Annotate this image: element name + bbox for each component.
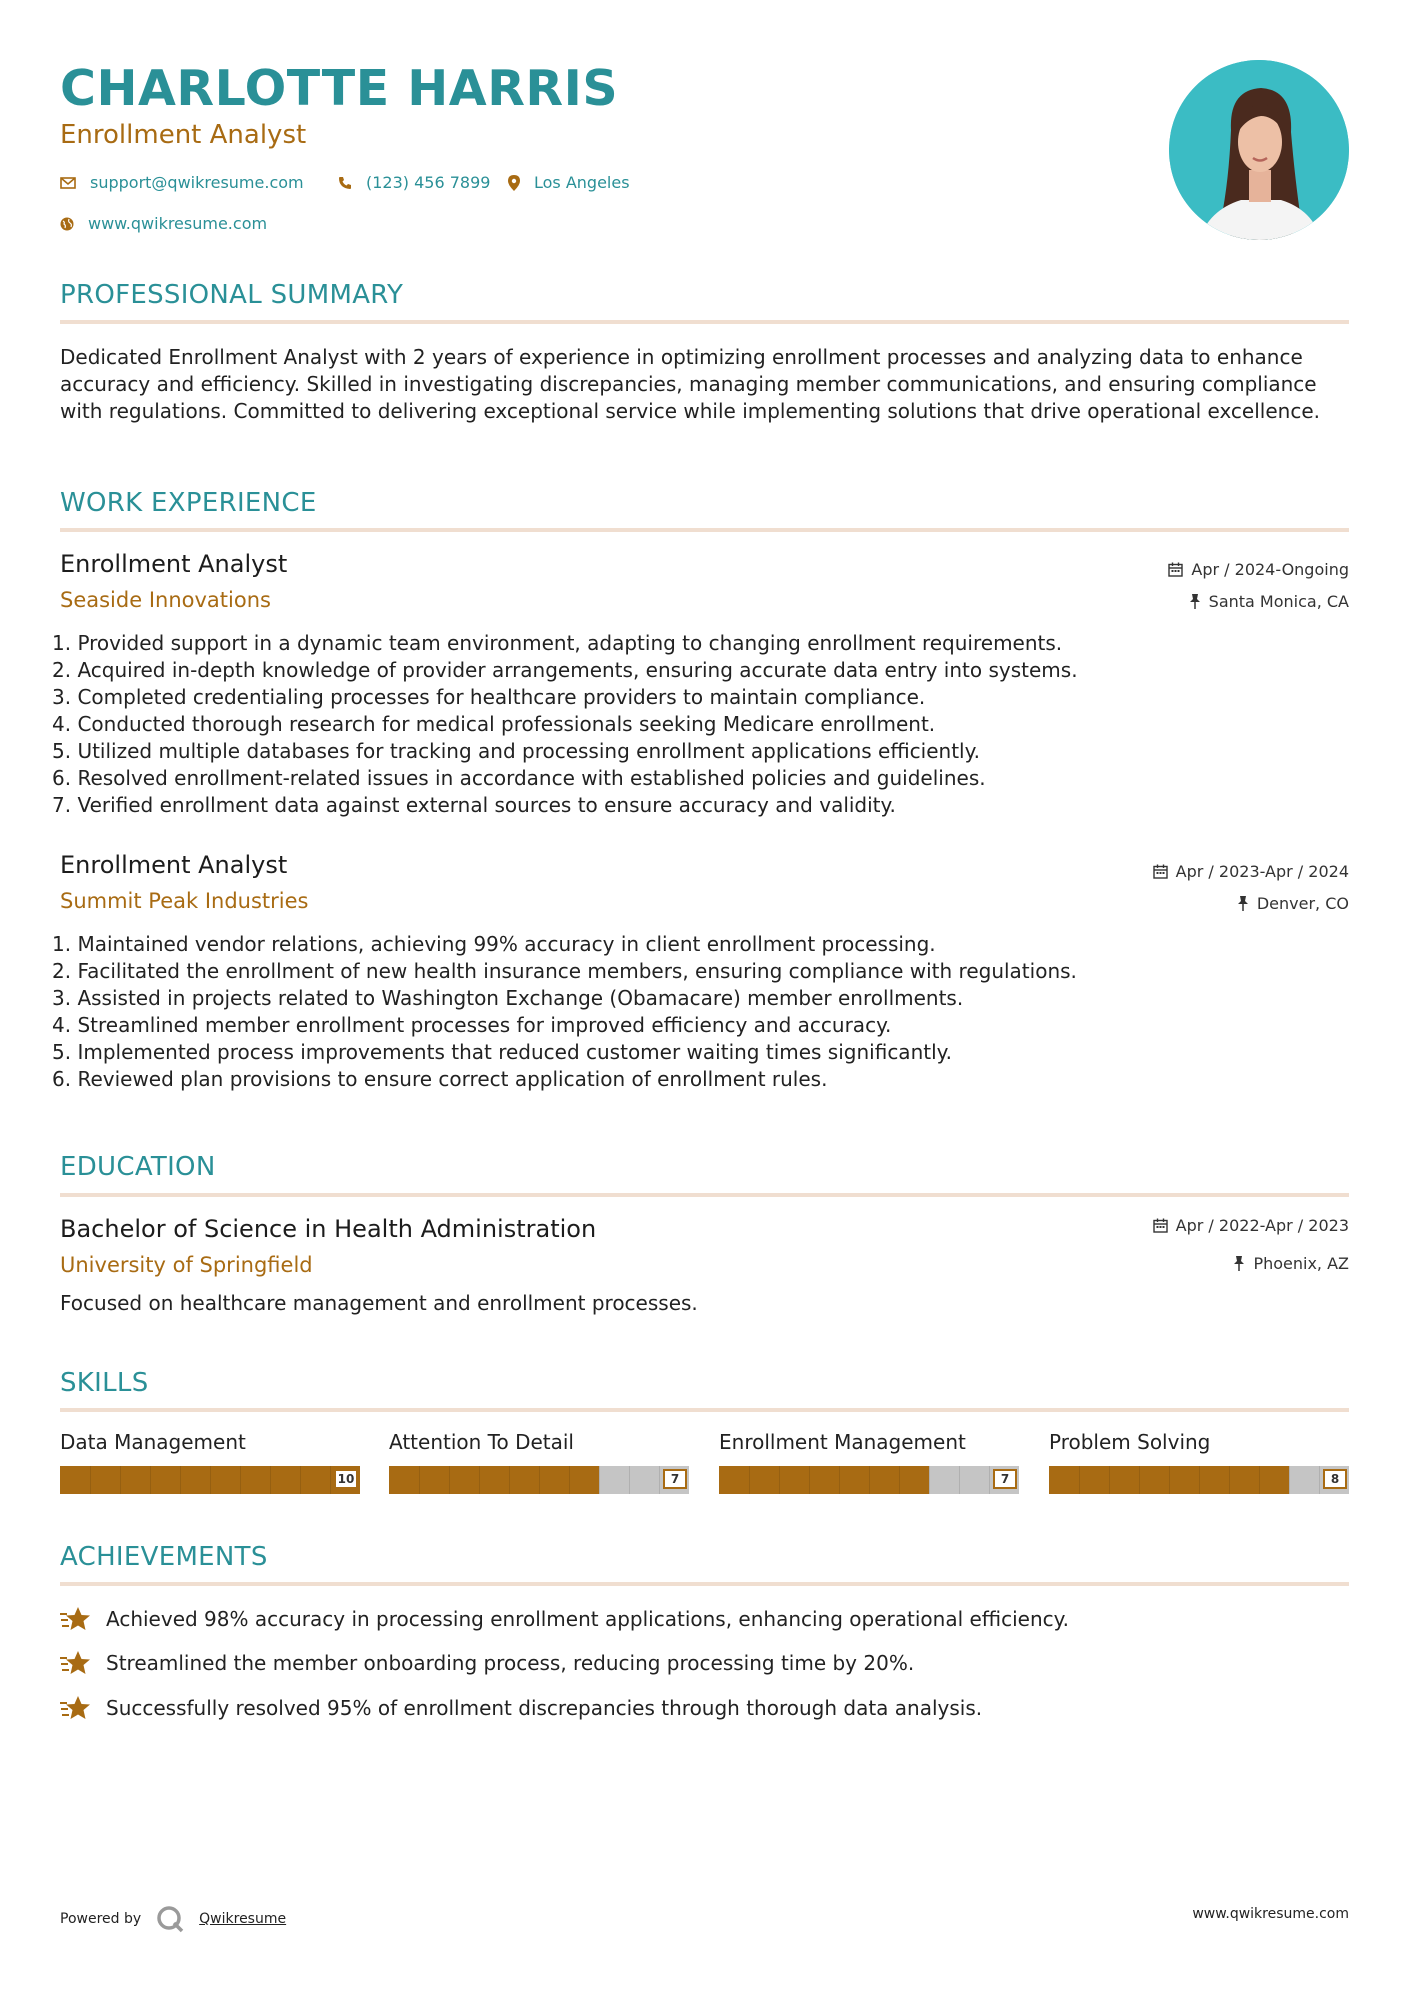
list-item: 1. Maintained vendor relations, achieving 99% accuracy in client enrollment processing. <box>52 932 936 956</box>
skill-bar-segment <box>330 1466 331 1494</box>
experience-divider <box>60 528 1349 532</box>
job-2-bullets <box>52 931 1077 1093</box>
skill-bar-segment <box>509 1466 510 1494</box>
qwikresume-logo-icon <box>155 1904 185 1934</box>
achievement-text: Streamlined the member onboarding process, reducing processing time by 20%. <box>106 1651 915 1675</box>
skill-bar-segment <box>779 1466 780 1494</box>
footer-powered-by <box>60 1904 286 1934</box>
skill-bar <box>1049 1466 1349 1494</box>
skill-bar-segment <box>869 1466 870 1494</box>
achievement-text: Achieved 98% accuracy in processing enrollment applications, enhancing operational efficiency. <box>106 1607 1069 1631</box>
achievement-item <box>60 1606 1069 1632</box>
skill-score: 7 <box>993 1469 1017 1489</box>
job-2-title: Enrollment Analyst <box>60 851 288 879</box>
list-item: 5. Implemented process improvements that reduced customer waiting times significantly. <box>52 1040 952 1064</box>
contact-email[interactable] <box>60 173 304 192</box>
achievement-item <box>60 1650 914 1676</box>
skill-bar-segment <box>659 1466 660 1494</box>
list-item: 7. Verified enrollment data against external sources to ensure accuracy and validity. <box>52 793 896 817</box>
job-2-location <box>1237 894 1349 913</box>
skill-bar-segment <box>1109 1466 1110 1494</box>
skill-bar-segment <box>419 1466 420 1494</box>
skill-bar-segment <box>210 1466 211 1494</box>
skill-bar-segment <box>1319 1466 1320 1494</box>
skill-bar-segment <box>1259 1466 1260 1494</box>
skill-item <box>1049 1430 1349 1494</box>
powered-by-text: Powered by <box>60 1911 142 1927</box>
skill-bar-segment <box>569 1466 570 1494</box>
skill-bar <box>719 1466 1019 1494</box>
skill-bar-fill <box>719 1466 929 1494</box>
skill-bar-segment <box>629 1466 630 1494</box>
calendar-icon <box>1153 1218 1168 1233</box>
contact-location <box>508 173 630 192</box>
job-2-location-text: Denver, CO <box>1256 894 1349 913</box>
job-1-location <box>1189 592 1349 611</box>
achievements-heading: ACHIEVEMENTS <box>60 1542 268 1572</box>
education-degree: Bachelor of Science in Health Administration <box>60 1215 597 1243</box>
skill-item <box>389 1430 689 1494</box>
summary-text: Dedicated Enrollment Analyst with 2 years of experience in optimizing enrollment processes and analyzing data to enhance accuracy and efficiency. Skilled in investigating discrepancies, managing member communications, and ensuring compliance with regulations. Committed to delivering exceptional service while implementing solutions that drive operational excellence. <box>60 345 1320 423</box>
skill-bar-segment <box>989 1466 990 1494</box>
calendar-icon <box>1168 562 1183 577</box>
skill-bar-segment <box>300 1466 301 1494</box>
skill-bar <box>60 1466 360 1494</box>
skill-bar <box>389 1466 689 1494</box>
skill-bar-segment <box>479 1466 480 1494</box>
list-item: 5. Utilized multiple databases for tracking and processing enrollment applications efficiently. <box>52 739 980 763</box>
website-text: www.qwikresume.com <box>88 214 268 233</box>
job-1-bullets <box>52 630 1078 819</box>
education-school: University of Springfield <box>60 1253 313 1277</box>
list-item: 3. Assisted in projects related to Washington Exchange (Obamacare) member enrollments. <box>52 986 964 1010</box>
calendar-icon <box>1153 864 1168 879</box>
contact-website[interactable] <box>60 214 267 233</box>
skill-bar-segment <box>1289 1466 1290 1494</box>
education-date-text: Apr / 2022-Apr / 2023 <box>1175 1216 1349 1235</box>
skills-heading: SKILLS <box>60 1368 149 1398</box>
skill-bar-segment <box>809 1466 810 1494</box>
skill-bar-segment <box>899 1466 900 1494</box>
location-text: Los Angeles <box>534 173 630 192</box>
achievement-item <box>60 1695 982 1721</box>
skill-bar-segment <box>839 1466 840 1494</box>
email-text: support@qwikresume.com <box>90 173 304 192</box>
skill-bar-segment <box>1229 1466 1230 1494</box>
candidate-name: CHARLOTTE HARRIS <box>60 60 619 117</box>
skill-bar-segment <box>1079 1466 1080 1494</box>
job-1-title: Enrollment Analyst <box>60 550 288 578</box>
skill-label: Attention To Detail <box>389 1430 574 1454</box>
phone-text: (123) 456 7899 <box>366 173 491 192</box>
skill-bar-segment <box>240 1466 241 1494</box>
list-item: 2. Acquired in-depth knowledge of provider arrangements, ensuring accurate data entry into systems. <box>52 658 1078 682</box>
profile-photo <box>1169 60 1349 240</box>
map-pin-icon <box>508 175 520 191</box>
education-date <box>1153 1216 1349 1235</box>
education-divider <box>60 1193 1349 1197</box>
star-icon <box>60 1606 92 1632</box>
skill-label: Data Management <box>60 1430 246 1454</box>
skill-bar-segment <box>150 1466 151 1494</box>
skill-label: Problem Solving <box>1049 1430 1211 1454</box>
skill-bar-fill <box>389 1466 599 1494</box>
skill-bar-segment <box>1199 1466 1200 1494</box>
skill-bar-segment <box>599 1466 600 1494</box>
skill-item <box>60 1430 360 1494</box>
star-icon <box>60 1695 92 1721</box>
job-2-date <box>1153 862 1349 881</box>
list-item: 3. Completed credentialing processes for healthcare providers to maintain compliance. <box>52 685 926 709</box>
skill-label: Enrollment Management <box>719 1430 966 1454</box>
list-item: 2. Facilitated the enrollment of new health insurance members, ensuring compliance with regulations. <box>52 959 1077 983</box>
skill-bar-segment <box>180 1466 181 1494</box>
list-item: 1. Provided support in a dynamic team environment, adapting to changing enrollment requirements. <box>52 631 1063 655</box>
list-item: 4. Conducted thorough research for medical professionals seeking Medicare enrollment. <box>52 712 936 736</box>
skill-score: 10 <box>334 1469 358 1489</box>
star-icon <box>60 1650 92 1676</box>
skill-bar-segment <box>1139 1466 1140 1494</box>
brand-link[interactable]: Qwikresume <box>199 1911 287 1927</box>
skill-item <box>719 1430 1019 1494</box>
list-item: 4. Streamlined member enrollment processes for improved efficiency and accuracy. <box>52 1013 892 1037</box>
list-item: 6. Reviewed plan provisions to ensure correct application of enrollment rules. <box>52 1067 828 1091</box>
summary-heading: PROFESSIONAL SUMMARY <box>60 280 404 310</box>
summary-divider <box>60 320 1349 324</box>
pushpin-icon <box>1189 594 1201 609</box>
skill-bar-segment <box>929 1466 930 1494</box>
skills-divider <box>60 1408 1349 1412</box>
education-location <box>1233 1254 1349 1273</box>
skill-bar-segment <box>959 1466 960 1494</box>
candidate-title: Enrollment Analyst <box>60 120 307 150</box>
achievements-divider <box>60 1582 1349 1586</box>
skill-bar-segment <box>1169 1466 1170 1494</box>
job-1-date-text: Apr / 2024-Ongoing <box>1191 560 1349 579</box>
envelope-icon <box>60 177 76 189</box>
phone-icon <box>338 176 352 190</box>
contact-phone[interactable] <box>338 173 490 192</box>
education-description: Focused on healthcare management and enrollment processes. <box>60 1291 698 1315</box>
pushpin-icon <box>1237 896 1249 911</box>
pushpin-icon <box>1233 1256 1245 1271</box>
skill-score: 8 <box>1323 1469 1347 1489</box>
education-location-text: Phoenix, AZ <box>1253 1254 1349 1273</box>
skill-bar-segment <box>539 1466 540 1494</box>
skill-bar-segment <box>120 1466 121 1494</box>
job-1-company: Seaside Innovations <box>60 588 271 612</box>
list-item: 6. Resolved enrollment-related issues in accordance with established policies and guidelines. <box>52 766 986 790</box>
skill-bar-segment <box>449 1466 450 1494</box>
job-2-company: Summit Peak Industries <box>60 889 309 913</box>
skill-bar-segment <box>749 1466 750 1494</box>
globe-icon <box>60 217 74 231</box>
skill-bar-segment <box>270 1466 271 1494</box>
education-heading: EDUCATION <box>60 1152 216 1182</box>
footer-url[interactable]: www.qwikresume.com <box>1192 1906 1349 1922</box>
skill-bar-segment <box>90 1466 91 1494</box>
job-1-location-text: Santa Monica, CA <box>1208 592 1349 611</box>
achievement-text: Successfully resolved 95% of enrollment discrepancies through thorough data analysis. <box>106 1696 983 1720</box>
skill-score: 7 <box>663 1469 687 1489</box>
experience-heading: WORK EXPERIENCE <box>60 488 317 518</box>
job-1-date <box>1168 560 1349 579</box>
job-2-date-text: Apr / 2023-Apr / 2024 <box>1175 862 1349 881</box>
